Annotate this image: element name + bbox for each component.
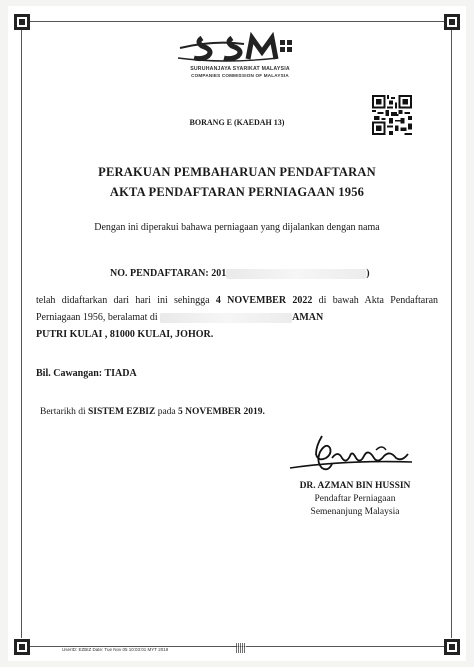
registration-prefix: 201 xyxy=(211,268,227,279)
dated-part2: pada xyxy=(157,407,176,417)
corner-bottom-right xyxy=(444,639,460,655)
redacted-area xyxy=(226,269,366,279)
corner-top-left xyxy=(14,14,30,30)
address-visible-fragment: AMAN xyxy=(292,312,324,323)
corner-bottom-left xyxy=(14,639,30,655)
registration-label: NO. PENDAFTARAN: xyxy=(110,268,209,279)
logo-subtitle-malay: SURUHANJAYA SYARIKAT MALAYSIA xyxy=(190,66,290,72)
logo-subtitle-english: COMPANIES COMMISSION OF MALAYSIA xyxy=(191,73,289,78)
signatory-position: Pendaftar Perniagaan xyxy=(314,494,396,504)
dated-part1: Bertarikh di xyxy=(40,407,86,417)
certificate-title-line1: PERAKUAN PEMBAHARUAN PENDAFTARAN xyxy=(98,165,376,179)
validity-text-part2: di bawah Akta Pendaftaran Perniagaan 1956, beralamat di xyxy=(36,295,439,323)
dated-date: 5 NOVEMBER 2019. xyxy=(178,407,265,417)
validity-paragraph xyxy=(36,292,438,343)
address-line2: PUTRI KULAI , 81000 KULAI, JOHOR. xyxy=(36,329,214,340)
footer-user-id: UserID: EZBIZ Date: Tue Nov 05 10:03:01 MYT 2019 xyxy=(62,647,169,652)
corner-top-right xyxy=(444,14,460,30)
frame-top xyxy=(30,21,444,22)
qr-code-icon xyxy=(372,95,412,135)
registration-number xyxy=(110,268,370,279)
footer-barcode-icon xyxy=(236,643,246,653)
signatory-region: Semenanjung Malaysia xyxy=(310,507,400,517)
redacted-address xyxy=(160,313,292,323)
signatory-name: DR. AZMAN BIN HUSSIN xyxy=(299,481,411,491)
dated-system: SISTEM EZBIZ xyxy=(88,407,156,417)
form-code: BORANG E (KAEDAH 13) xyxy=(189,118,285,127)
intro-text: Dengan ini diperakui bahawa perniagaan yang dijalankan dengan nama xyxy=(94,222,380,233)
registration-suffix: ) xyxy=(366,268,370,279)
dated-line xyxy=(40,407,265,417)
validity-text-part1: telah didaftarkan dari hari ini sehingga xyxy=(36,295,210,306)
certificate-title-line2: AKTA PENDAFTARAN PERNIAGAAN 1956 xyxy=(109,185,365,199)
branch-count: Bil. Cawangan: TIADA xyxy=(36,368,137,379)
expiry-date: 4 NOVEMBER 2022 xyxy=(215,295,313,306)
signature-icon xyxy=(286,428,416,476)
